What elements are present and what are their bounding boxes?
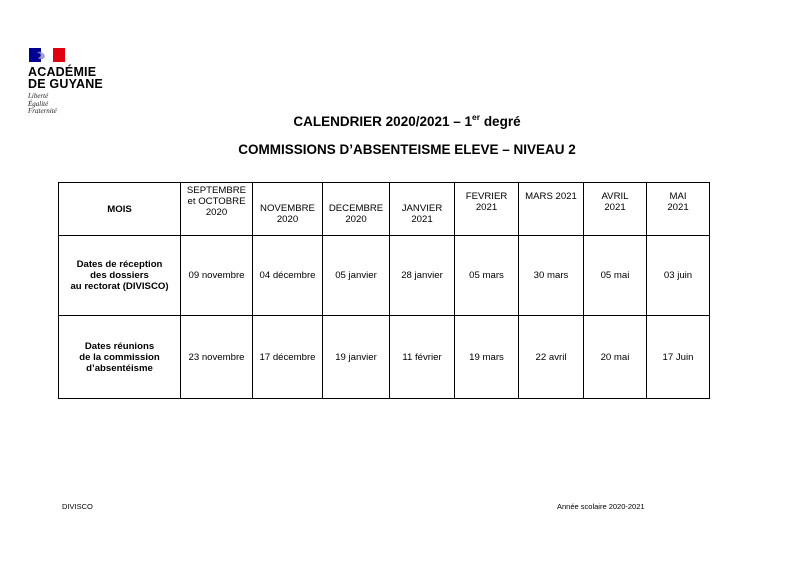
table-row-reunions — [59, 316, 710, 399]
table-cell: 19 janvier — [323, 316, 390, 399]
row-header-reunions — [59, 316, 181, 399]
table-cell: 09 novembre — [181, 236, 253, 316]
footer-right: Année scolaire 2020-2021 — [557, 502, 645, 511]
table-cell: 05 janvier — [323, 236, 390, 316]
column-header-month — [519, 183, 584, 236]
document-subtitle: COMMISSIONS D’ABSENTEISME ELEVE – NIVEAU 2 — [238, 142, 576, 157]
table-cell: 05 mars — [455, 236, 519, 316]
month-line: MARS 2021 — [525, 191, 577, 202]
table-cell: 17 Juin — [647, 316, 710, 399]
row-header-line: Dates de réception — [76, 259, 163, 270]
row-header-line: au rectorat (DIVISCO) — [70, 281, 169, 292]
column-header-month — [181, 183, 253, 236]
month-line: NOVEMBRE — [260, 203, 315, 214]
table-cell: 20 mai — [584, 316, 647, 399]
month-line: 2021 — [667, 202, 689, 213]
row-header-reception — [59, 236, 181, 316]
motto-egalite: Égalité — [28, 99, 49, 108]
table-cell: 03 juin — [647, 236, 710, 316]
footer-left: DIVISCO — [62, 502, 93, 511]
column-header-month — [647, 183, 710, 236]
table-row-reception — [59, 236, 710, 316]
table-header-row — [59, 183, 710, 236]
month-line: JANVIER — [401, 203, 443, 214]
table-cell: 11 février — [390, 316, 455, 399]
academie-logo — [28, 47, 118, 116]
column-header-month — [584, 183, 647, 236]
title-main: CALENDRIER 2020/2021 – 1 — [293, 114, 473, 129]
table-cell: 28 janvier — [390, 236, 455, 316]
table-cell: 19 mars — [455, 316, 519, 399]
month-line: SEPTEMBRE — [186, 185, 247, 196]
row-header-line: de la commission — [79, 351, 160, 363]
table-cell: 05 mai — [584, 236, 647, 316]
title-superscript: er — [472, 112, 481, 122]
title-end: degré — [480, 114, 521, 129]
month-line: 2021 — [475, 202, 498, 213]
month-line: 2020 — [205, 207, 228, 218]
academie-name — [28, 66, 118, 90]
table-cell: 17 décembre — [253, 316, 323, 399]
motto-liberte: Liberté — [28, 92, 49, 100]
calendar-table — [58, 182, 710, 399]
month-line: 2020 — [276, 214, 299, 225]
month-line: DECEMBRE — [328, 203, 384, 214]
table-cell: 22 avril — [519, 316, 584, 399]
column-header-month — [323, 183, 390, 236]
motto-fraternite: Fraternité — [28, 107, 57, 115]
month-line: MAI — [669, 191, 687, 202]
column-header-month — [253, 183, 323, 236]
document-title — [0, 114, 800, 129]
table-cell: 30 mars — [519, 236, 584, 316]
row-header-line: des dossiers — [90, 270, 149, 281]
month-line: AVRIL — [601, 191, 629, 202]
month-line: FEVRIER — [465, 191, 508, 202]
month-line: 2021 — [411, 214, 433, 225]
table-cell: 23 novembre — [181, 316, 253, 399]
republic-flag-icon — [29, 47, 118, 63]
column-header-mois: MOIS — [59, 183, 181, 236]
republic-motto — [28, 93, 118, 116]
row-header-line: d’absentéisme — [86, 362, 153, 374]
column-header-month — [455, 183, 519, 236]
academie-name-line1: ACADÉMIE — [28, 65, 97, 79]
column-header-month — [390, 183, 455, 236]
month-line: 2021 — [604, 202, 626, 213]
academie-name-line2: DE GUYANE — [28, 77, 103, 91]
row-header-line: Dates réunions — [84, 340, 155, 352]
month-line: 2020 — [345, 214, 367, 225]
table-cell: 04 décembre — [253, 236, 323, 316]
month-line: et OCTOBRE — [187, 196, 246, 207]
